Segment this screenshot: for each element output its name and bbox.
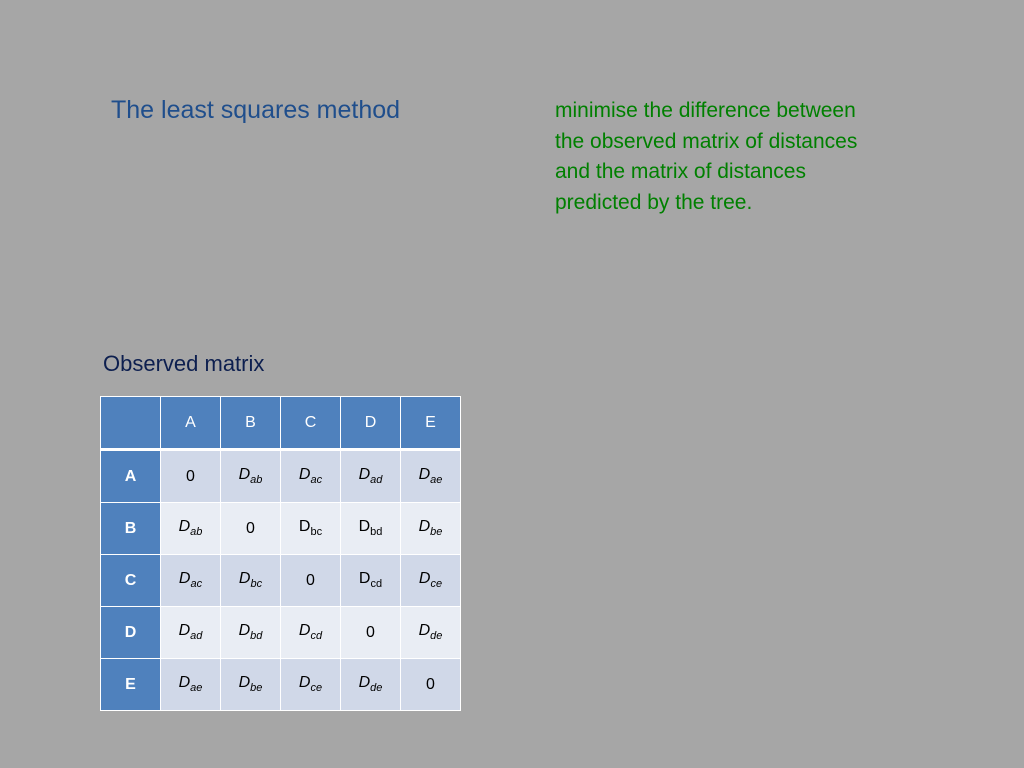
cell-subscript: ab (190, 526, 203, 539)
cell-subscript: ac (190, 578, 203, 591)
matrix-cell (221, 450, 281, 503)
matrix-cell (401, 555, 461, 607)
cell-value: D (298, 518, 311, 536)
matrix-body (101, 450, 461, 711)
matrix-cell (161, 503, 221, 555)
method-description (555, 96, 915, 218)
matrix-cell (221, 555, 281, 607)
cell-value: D (178, 570, 191, 588)
cell-subscript: bc (310, 526, 323, 539)
cell-subscript: de (430, 630, 443, 643)
matrix-label: Observed matrix (103, 351, 265, 376)
cell-value: D (238, 622, 251, 640)
matrix-cell (401, 503, 461, 555)
column-header-e: E (401, 397, 461, 450)
matrix-cell (341, 659, 401, 711)
description-line: predicted by the tree. (555, 190, 753, 214)
cell-subscript: ce (310, 682, 323, 695)
row-header-a: A (101, 450, 161, 503)
row-header-b: B (101, 503, 161, 555)
cell-value: D (418, 570, 431, 588)
column-header-c: C (281, 397, 341, 450)
cell-value: D (358, 466, 371, 484)
row-header-e: E (101, 659, 161, 711)
cell-subscript: ac (310, 474, 323, 487)
cell-subscript: be (250, 682, 263, 695)
matrix-cell (221, 607, 281, 659)
cell-value: D (418, 466, 431, 484)
column-header-a: A (161, 397, 221, 450)
description-line: minimise the difference between (555, 99, 856, 122)
cell-subscript: cd (310, 630, 323, 643)
cell-subscript: ae (430, 474, 443, 487)
cell-subscript: bc (250, 578, 263, 591)
matrix-cell (341, 450, 401, 503)
matrix-cell (341, 555, 401, 607)
cell-value: 0 (366, 623, 375, 641)
cell-subscript: bd (250, 630, 263, 643)
column-header-d: D (341, 397, 401, 450)
matrix-cell (221, 659, 281, 711)
matrix-header-row (101, 397, 461, 450)
cell-subscript: ab (250, 474, 263, 487)
cell-value: 0 (186, 467, 195, 485)
cell-subscript: cd (370, 578, 383, 591)
table-row (101, 555, 461, 607)
table-row (101, 503, 461, 555)
matrix-cell (281, 450, 341, 503)
matrix-cell (341, 607, 401, 659)
matrix-cell (221, 503, 281, 555)
cell-value: D (418, 518, 431, 536)
observed-distance-matrix (100, 396, 461, 711)
row-header-c: C (101, 555, 161, 607)
cell-subscript: ae (190, 682, 203, 695)
matrix-cell (401, 450, 461, 503)
cell-subscript: ad (370, 474, 383, 487)
description-line: and the matrix of distances (555, 160, 806, 183)
matrix-cell (281, 555, 341, 607)
cell-value: D (238, 466, 251, 484)
matrix-cell (281, 659, 341, 711)
cell-subscript: ce (430, 578, 443, 591)
cell-value: D (358, 518, 371, 536)
cell-value: 0 (246, 519, 255, 537)
cell-value: D (298, 622, 311, 640)
matrix-cell (161, 659, 221, 711)
matrix-cell (161, 555, 221, 607)
cell-subscript: be (430, 526, 443, 539)
cell-value: D (178, 622, 191, 640)
matrix-corner-cell (101, 397, 161, 450)
table-row (101, 659, 461, 711)
matrix-cell (281, 607, 341, 659)
cell-value: D (178, 518, 191, 536)
matrix-cell (401, 659, 461, 711)
column-header-b: B (221, 397, 281, 450)
cell-value: D (238, 570, 251, 588)
matrix-cell (161, 607, 221, 659)
cell-value: 0 (426, 675, 435, 693)
cell-value: D (298, 466, 311, 484)
slide-title: The least squares method (111, 96, 401, 124)
table-row (101, 450, 461, 503)
cell-subscript: bd (370, 526, 383, 539)
row-header-d: D (101, 607, 161, 659)
description-line: the observed matrix of distances (555, 129, 858, 153)
cell-value: 0 (306, 571, 315, 589)
cell-value: D (238, 674, 251, 692)
matrix-cell (401, 607, 461, 659)
matrix-cell (161, 450, 221, 503)
cell-subscript: ad (190, 630, 203, 643)
cell-subscript: de (370, 682, 383, 695)
cell-value: D (418, 622, 431, 640)
cell-value: D (298, 674, 311, 692)
cell-value: D (358, 674, 371, 692)
table-row (101, 607, 461, 659)
cell-value: D (358, 570, 371, 588)
cell-value: D (178, 674, 191, 692)
matrix-cell (341, 503, 401, 555)
matrix-cell (281, 503, 341, 555)
